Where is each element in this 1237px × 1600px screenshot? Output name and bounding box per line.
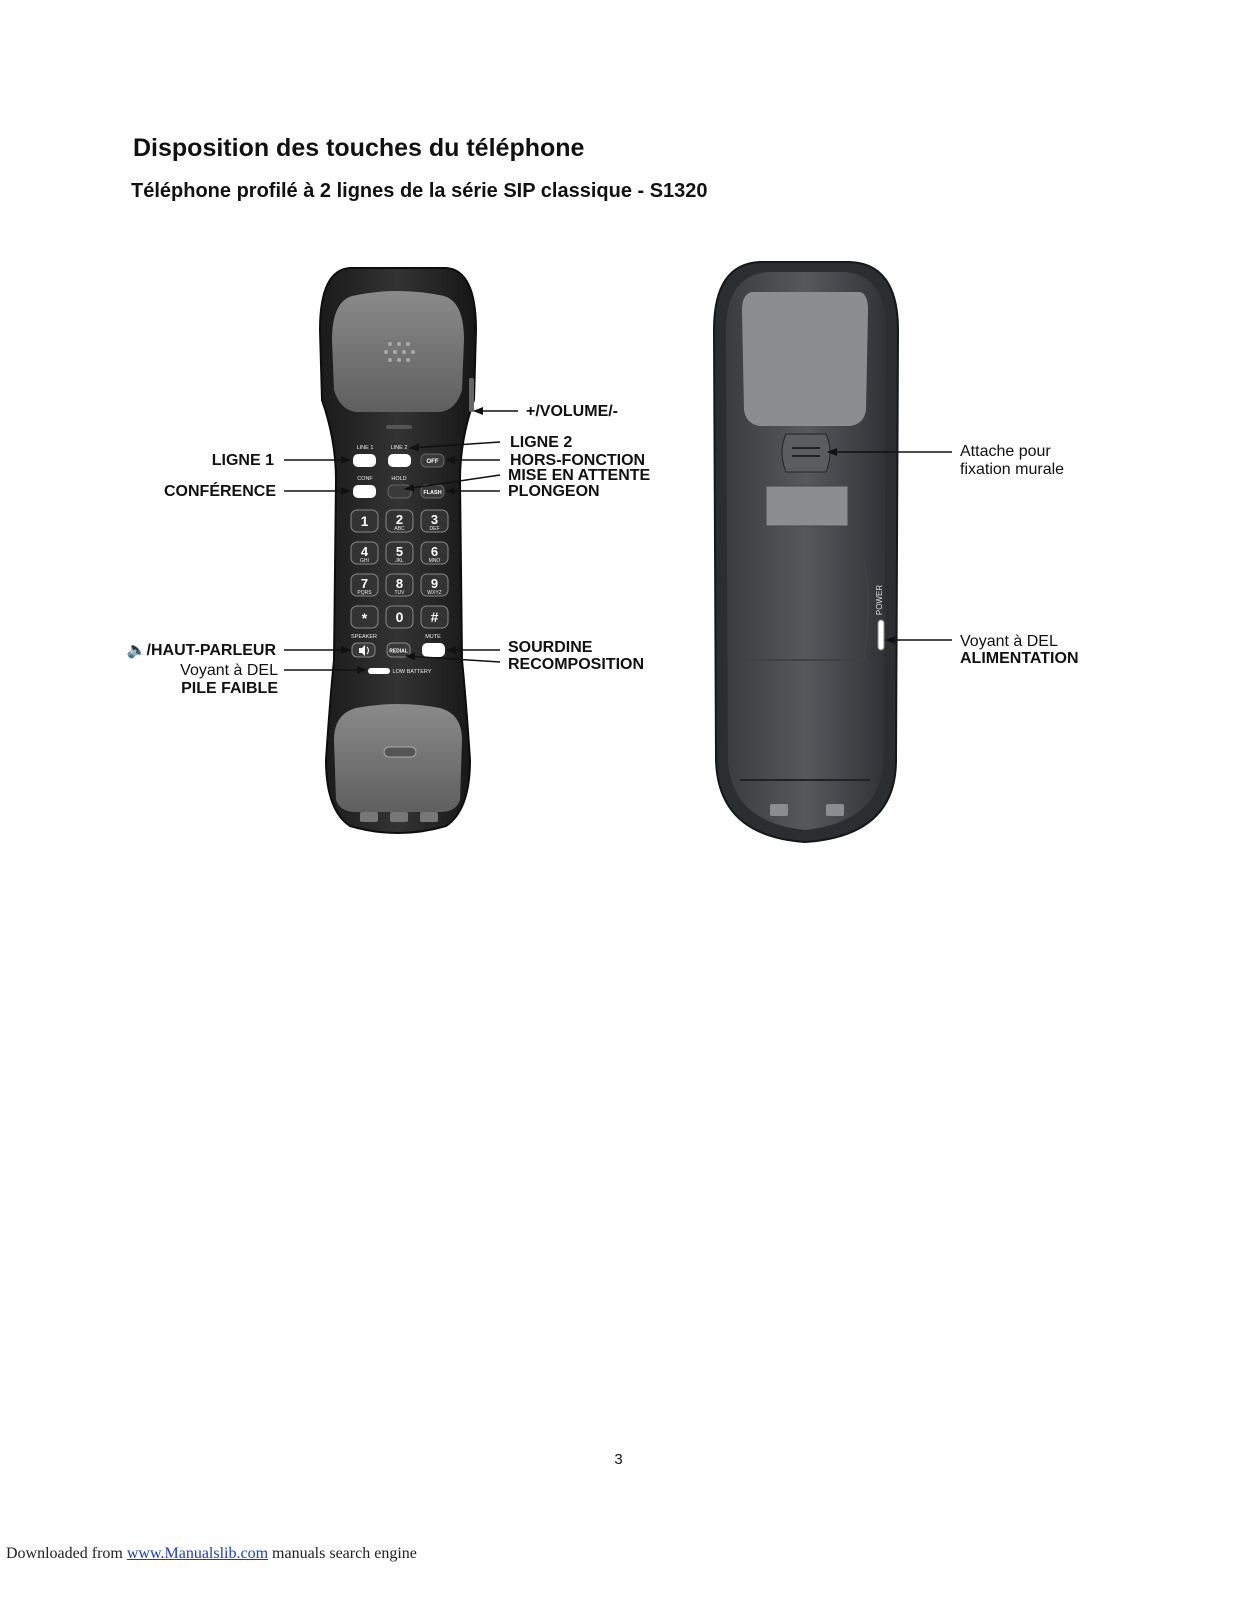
off-button-text: OFF	[426, 459, 439, 465]
page-title: Disposition des touches du téléphone	[133, 134, 585, 162]
key-6[interactable]: 6	[430, 544, 439, 559]
key-star[interactable]: *	[361, 610, 368, 626]
conf-button[interactable]	[353, 485, 376, 498]
conf-key-text: CONF	[357, 476, 373, 482]
low-battery-led	[368, 668, 390, 674]
label-ligne1: LIGNE 1	[211, 452, 274, 469]
key-8[interactable]: 8	[395, 576, 404, 591]
label-haut-parleur: 🔈/HAUT-PARLEUR	[126, 642, 276, 659]
label-sourdine: SOURDINE	[508, 639, 593, 656]
key-4[interactable]: 4	[360, 544, 369, 559]
flash-button-text: FLASH	[423, 490, 442, 496]
volume-rocker[interactable]	[469, 378, 474, 412]
manualslib-link[interactable]: www.Manualslib.com	[126, 1545, 269, 1562]
footer: Downloaded from www.Manualslib.com manuals search engine	[6, 1545, 417, 1562]
line2-key-text: LINE 2	[390, 445, 408, 451]
label-mise-en-attente: MISE EN ATTENTE	[508, 467, 651, 484]
svg-text:WXYZ: WXYZ	[427, 590, 442, 596]
back-label-window	[766, 486, 848, 526]
handset-front	[320, 268, 476, 833]
base-feet	[360, 812, 438, 822]
label-voyant-alimentation: Voyant à DEL	[960, 633, 1058, 650]
svg-text:TUV: TUV	[394, 590, 405, 596]
svg-text:ABC: ABC	[394, 526, 405, 532]
page-subtitle: Téléphone profilé à 2 lignes de la série SIP classique - S1320	[131, 180, 708, 202]
key-5[interactable]: 5	[395, 544, 404, 559]
label-pile-faible: PILE FAIBLE	[181, 680, 278, 697]
line1-button[interactable]	[353, 454, 376, 467]
key-1[interactable]: 1	[360, 513, 369, 529]
label-fixation-murale: fixation murale	[960, 461, 1065, 478]
label-volume: +/VOLUME/-	[526, 403, 619, 420]
mute-button[interactable]	[422, 643, 445, 657]
svg-text:GHI: GHI	[360, 558, 369, 564]
label-recomposition: RECOMPOSITION	[508, 656, 645, 673]
svg-text:JKL: JKL	[395, 558, 404, 564]
mouthpiece-slot	[384, 747, 416, 757]
svg-text:PQRS: PQRS	[357, 590, 372, 596]
key-hash[interactable]: #	[430, 609, 439, 625]
line2-button[interactable]	[388, 454, 411, 467]
key-0[interactable]: 0	[395, 609, 404, 625]
hold-button[interactable]	[388, 485, 411, 498]
redial-button-text: REDIAL	[389, 648, 408, 655]
label-conference: CONFÉRENCE	[163, 483, 276, 500]
label-attache: Attache pour	[960, 443, 1051, 460]
label-alimentation: ALIMENTATION	[960, 650, 1079, 667]
low-battery-text: LOW BATTERY	[392, 669, 432, 675]
speaker-key-text: SPEAKER	[351, 634, 377, 640]
label-plongeon: PLONGEON	[508, 483, 600, 500]
svg-text:MNO: MNO	[428, 558, 441, 564]
page-number: 3	[614, 1451, 623, 1468]
wall-mount-hook	[782, 434, 830, 472]
label-hors-fonction: HORS-FONCTION	[510, 452, 646, 469]
power-text: POWER	[875, 584, 884, 616]
key-9[interactable]: 9	[430, 576, 439, 591]
hold-key-text: HOLD	[391, 476, 407, 482]
key-3[interactable]: 3	[430, 512, 439, 527]
key-7[interactable]: 7	[360, 576, 369, 591]
svg-text:DEF: DEF	[429, 526, 440, 532]
label-ligne2: LIGNE 2	[510, 434, 573, 451]
handset-back	[714, 262, 898, 842]
label-voyant-pile: Voyant à DEL	[180, 662, 278, 679]
line1-key-text: LINE 1	[356, 445, 374, 451]
mute-key-text: MUTE	[425, 634, 441, 640]
power-led	[878, 620, 884, 650]
key-2[interactable]: 2	[395, 512, 404, 527]
speaker-icon: 🔈	[126, 642, 147, 659]
